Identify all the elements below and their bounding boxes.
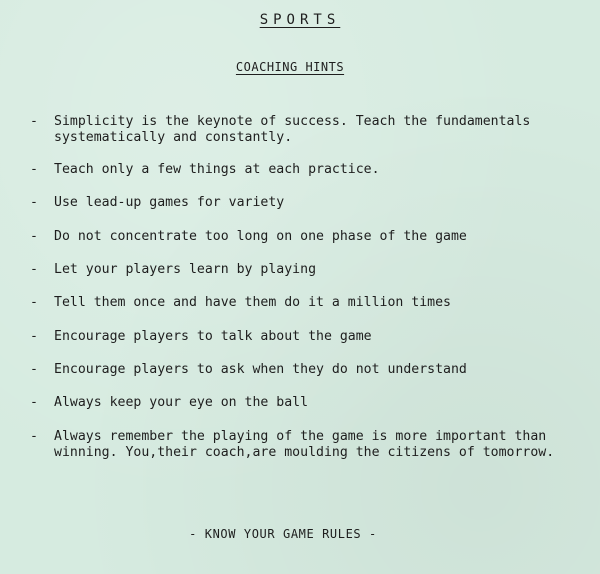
hint-text: Encourage players to talk about the game xyxy=(54,329,372,344)
bullet-dash: - xyxy=(30,195,38,210)
hint-text: Simplicity is the keynote of success. Teach the fundamentals systematically and constantly. xyxy=(54,114,531,145)
hint-text: Always keep your eye on the ball xyxy=(54,395,309,410)
bullet-dash: - xyxy=(30,114,38,129)
bullet-dash: - xyxy=(30,295,38,310)
page-subtitle: COACHING HINTS xyxy=(235,60,345,74)
bullet-dash: - xyxy=(30,262,38,277)
bullet-dash: - xyxy=(30,162,38,177)
bullet-dash: - xyxy=(30,329,38,344)
hint-text: Teach only a few things at each practice. xyxy=(54,162,380,177)
hint-text: Use lead-up games for variety xyxy=(54,195,285,210)
hint-text: Always remember the playing of the game is more important than winning. You,their coach,are moulding the citizens of tomorrow. xyxy=(54,429,555,460)
bullet-dash: - xyxy=(30,362,38,377)
hint-text: Let your players learn by playing xyxy=(54,262,317,277)
bullet-dash: - xyxy=(30,395,38,410)
footer-note: - KNOW YOUR GAME RULES - xyxy=(189,527,377,541)
page-title: SPORTS xyxy=(259,12,341,28)
hint-text: Do not concentrate too long on one phase of the game xyxy=(54,229,467,244)
hint-text: Encourage players to ask when they do not understand xyxy=(54,362,467,377)
bullet-dash: - xyxy=(30,429,38,444)
bullet-dash: - xyxy=(30,229,38,244)
hint-text: Tell them once and have them do it a million times xyxy=(54,295,451,310)
